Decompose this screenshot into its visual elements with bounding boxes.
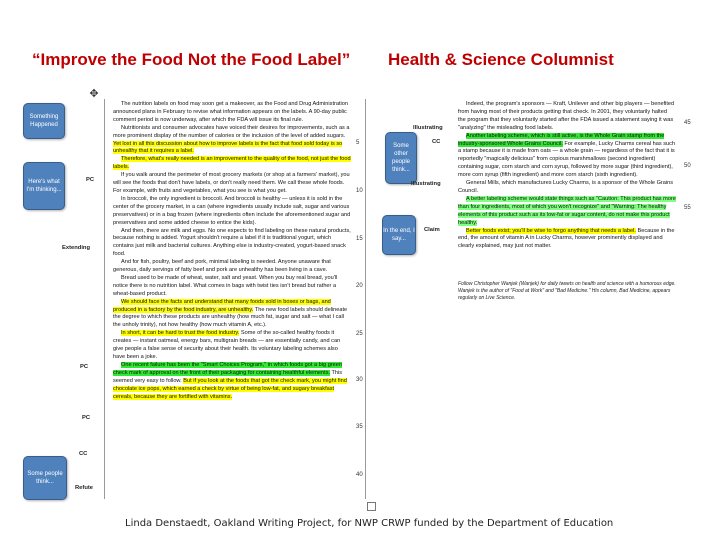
paragraph-text: The nutrition labels on food may soon get a makeover, as the Food and Drug Administration announced plans in February to revise what information appears on the labels. A 90-day public comment period is now underway, after which the FDA will issue its final rule. — [113, 101, 348, 123]
article-paragraph — [113, 259, 351, 275]
line-number: 5 — [356, 140, 360, 146]
line-number: 10 — [356, 188, 363, 194]
line-number: 45 — [684, 120, 691, 126]
article-paragraph — [113, 362, 351, 402]
highlighted-text: But if you look at the foods that got the check mark, you might find chocolate ice pops, which earned a check by virtue of being low-fat, and sugary breakfast cereals, because they are fortified with vitamins. — [113, 377, 347, 400]
paragraph-text: Because in the end, the amount of vitamin A in Lucky Charms, however prominently displayed and clearly explained, may just not matter. — [458, 227, 675, 250]
line-number: 55 — [684, 205, 691, 211]
tag-cc-2: CC — [432, 139, 441, 145]
note-in-the-end: In the end, I say... — [382, 215, 416, 255]
line-number: 35 — [356, 424, 363, 430]
article-paragraph — [113, 125, 351, 157]
paragraph-text: And then, there are milk and eggs. No one expects to find labeling on these natural products, because nothing is added. Yogurt shouldn't require a label if it is traditional yogurt, which contains just milk and bacterial cultures. Anything else is industry-created, yogurt-based snack food. — [113, 227, 351, 258]
paragraph-text: If you walk around the perimeter of most grocery markets (or shop at a farmers' market), you will see the foods that don't have labels, or don't really need them. We call these whole foods. For example, with fruits and vegetables, what you see is what you get. — [113, 172, 350, 194]
paragraph-text: And for fish, poultry, beef and pork, minimal labeling is needed. Anyone unaware that generous, daily servings of fatty beef and pork are unhealthy has been living in a cave. — [113, 259, 331, 274]
tag-claim: Claim — [424, 227, 440, 233]
highlighted-text: Another labeling scheme, which is still active, is the Whole Grain stamp from the industry-sponsored Whole Grains Council. — [458, 132, 665, 147]
paragraph-text: Bread used to be made of wheat, water, salt and yeast. When you buy real bread, you'll notice there is no nutrition label. What comes in bags with twist ties isn't bread but rather a wheat-based product. — [113, 274, 338, 297]
paragraph-text: Indeed, the program's sponsors — Kraft, Unilever and other big players — benefited from having most of their products getting that check. In 2001, they voluntarily halted the program that they voluntarily started after the FDA issued a statement saying it was "analyzing" the misleading food labels. — [458, 101, 675, 131]
article-paragraph — [113, 196, 351, 228]
highlighted-text: Therefore, what's really needed is an improvement to the quality of the food, not just the food labels. — [113, 156, 351, 171]
tag-refute: Refute — [75, 485, 94, 491]
paragraph-text: General Mills, which manufactures Lucky Charms, is a sponsor of the Whole Grains Council. — [458, 180, 674, 194]
article-paragraph — [113, 172, 351, 196]
highlighted-text: Yet lost in all this discussion about how to improve labels is the fact that food sold today is so unhealthy that it requires a label. — [113, 140, 343, 155]
paragraph-text: In broccoli, the only ingredient is broccoli. And broccoli is healthy — unless it is sold in the center of the grocery market, in a can (where ingredients usually include salt, sugar and various preservatives) or in a bag frozen (where ingredients often include the aforementioned sugar and preservatives and some added cheese to entice the kids). — [113, 195, 351, 226]
article-paragraph — [458, 101, 676, 133]
paragraph-text: This seemed very easy to follow. — [113, 369, 343, 384]
resize-handle[interactable] — [367, 502, 376, 511]
line-number: 40 — [356, 472, 363, 478]
tag-pc-3: PC — [82, 415, 91, 421]
paragraph-text: For example, Lucky Charms cereal has such a stamp because it is made from oats — a whole grain — regardless of the fact that it is reportedly "magically delicious" from copious marshmallows (second ingredient) containing sugar, corn starch and corn syrup, followed by more sugar (third ingredient), more corn syrup (fifth ingredient) and more corn starch (sixth ingredient). — [458, 140, 676, 179]
note-something-happened: Something Happened — [23, 103, 65, 139]
left-heading: “Improve the Food Not the Food Label” — [32, 50, 351, 69]
highlighted-text: In short, it can be hard to trust the food industry. — [121, 330, 240, 337]
article-paragraph — [113, 101, 351, 125]
author-credit: Follow Christopher Wanjek (Wanjek) for daily tweets on health and science with a humorous edge. Wanjek is the author of "Food at Work" and "Bad Medicine." His column, Bad Medicine, appears regularly on Live Science. — [458, 281, 676, 301]
footer-credit: Linda Denstaedt, Oakland Writing Project, for NWP CRWP funded by the Department of Education — [125, 518, 614, 529]
paragraph-text: Some of the so-called healthy foods it creates — instant oatmeal, energy bars, multigrain breads — are essentially candy, and can give people a false sense of security about their health. Its voluntary labeling schemes also have been a joke. — [113, 330, 341, 360]
line-number: 20 — [356, 283, 363, 289]
article-paragraph — [458, 196, 676, 228]
article-paragraph — [113, 299, 351, 331]
tag-illustrating-2: Illustrating — [411, 181, 441, 187]
paragraph-text: Nutritionists and consumer advocates have voiced their desires for improvements, such as a more prominent display of the number of calories or the inclusion of the level of added sugars. — [113, 124, 350, 139]
line-number: 50 — [684, 163, 691, 169]
tag-extending: Extending — [62, 245, 91, 251]
highlighted-text: A better labeling scheme would state things such as "Caution: This product has more than four ingredients, most of which you won't recognize" and "Warning: The healthy elements of this product such as its low-fat or sugar content, do not make this product healthy. — [458, 195, 676, 226]
note-heres-what: Here's what I'm thinking... — [23, 162, 65, 210]
left-article-page — [104, 99, 366, 499]
tag-illustrating-1: Illustrating — [413, 125, 443, 131]
tag-pc-2: PC — [80, 364, 89, 370]
tag-cc-1: CC — [79, 451, 88, 457]
highlighted-text: Better foods exist; you'll be wise to forgo anything that needs a label. — [466, 227, 636, 234]
line-number: 15 — [356, 236, 363, 242]
right-article-text — [458, 101, 676, 251]
right-article-page — [455, 99, 695, 309]
right-heading: Health & Science Columnist — [388, 50, 614, 69]
article-paragraph — [113, 156, 351, 172]
tag-pc-1: PC — [86, 177, 95, 183]
article-paragraph — [458, 228, 676, 252]
article-paragraph — [458, 133, 676, 180]
article-paragraph — [113, 330, 351, 362]
line-number: 30 — [356, 377, 363, 383]
article-paragraph — [113, 275, 351, 299]
left-article-text — [113, 101, 351, 401]
paragraph-text: The new food labels should delineate the degree to which these products are unhealthy (how much fat, sugar and salt — what I call the unholy trinity), not how healthy (how much vitamin A, etc.). — [113, 306, 348, 329]
highlighted-text: We should face the facts and understand that many foods sold in boxes or bags, and produced in a factory by the food industry, are unhealthy. — [113, 298, 331, 313]
line-number: 25 — [356, 331, 363, 337]
highlighted-text: One recent failure has been the "Smart Choices Program," in which foods got a big green check mark of approval on the front of their packaging for containing healthful elements. — [113, 361, 343, 376]
article-paragraph — [458, 180, 676, 196]
note-some-people-right: Some other people think... — [385, 132, 417, 184]
move-handle-icon[interactable]: ✥ — [89, 88, 99, 100]
article-paragraph — [113, 228, 351, 260]
note-some-people-left: Some people think... — [23, 456, 67, 500]
